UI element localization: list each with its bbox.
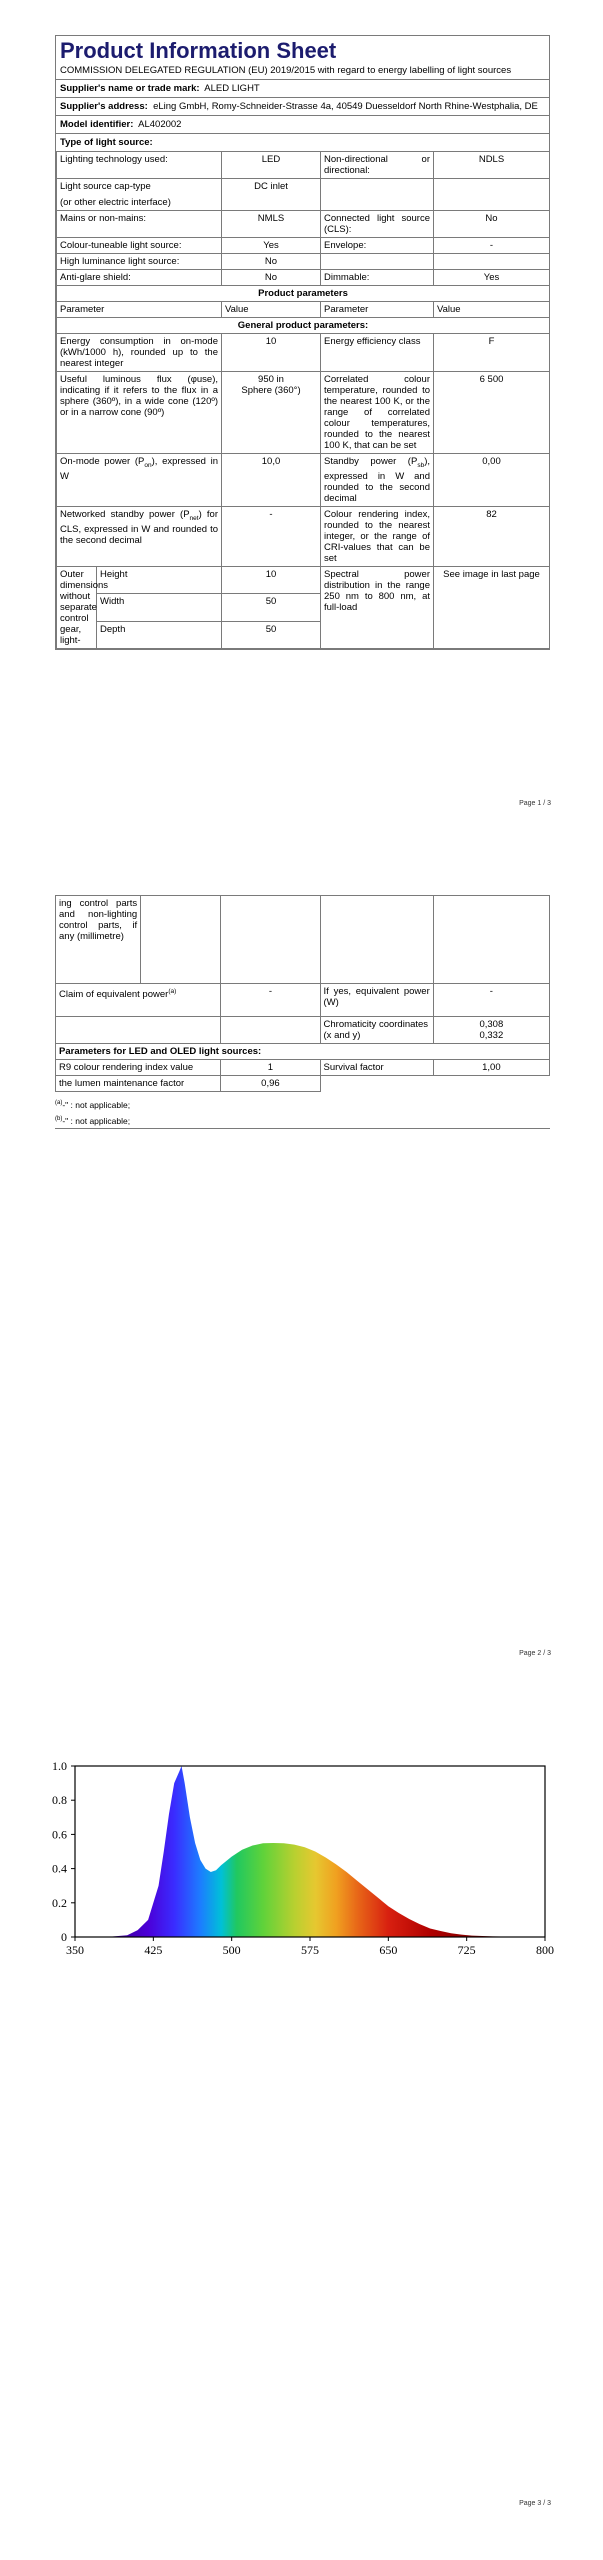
page-3 bbox=[0, 1700, 603, 2550]
anti-glare-label: Anti-glare shield: bbox=[57, 270, 222, 286]
model-identifier: AL402002 bbox=[138, 119, 182, 130]
regulation-text: COMMISSION DELEGATED REGULATION (EU) 2019/2015 with regard to energy labelling of light sources bbox=[60, 65, 512, 76]
depth-value: 50 bbox=[222, 621, 321, 648]
empty-cell bbox=[321, 254, 434, 270]
empty-cell bbox=[56, 1017, 221, 1044]
lighting-tech-value: LED bbox=[222, 152, 321, 179]
x-tick-label: 725 bbox=[457, 1943, 476, 1957]
energy-consumption-label: Energy consumption in on-mode (kWh/1000 h), rounded up to the nearest integer bbox=[57, 334, 222, 372]
survival-label: Survival factor bbox=[320, 1060, 433, 1076]
energy-consumption-value: 10 bbox=[222, 334, 321, 372]
continued-table-frame bbox=[55, 895, 550, 1129]
type-header bbox=[56, 133, 549, 151]
page-number: Page 3 / 3 bbox=[519, 2500, 551, 2507]
width-label: Width bbox=[97, 594, 222, 621]
x-tick-label: 575 bbox=[301, 1943, 319, 1957]
luminous-flux-label: Useful luminous flux (φuse), indicating if it refers to the flux in a sphere (360º), in a wide cone (120º) or in a narrow cone (90º) bbox=[57, 372, 222, 454]
empty-cell bbox=[434, 179, 550, 211]
on-mode-power-value: 10,0 bbox=[222, 454, 321, 507]
table-row bbox=[56, 984, 550, 1017]
cap-type-value: DC inlet bbox=[222, 179, 321, 211]
table-row bbox=[57, 270, 550, 286]
col-parameter-2: Parameter bbox=[321, 302, 434, 318]
table-row bbox=[57, 506, 550, 566]
footnote-b: $^{(b)}$-" : not applicable; bbox=[55, 1115, 131, 1126]
footnotes bbox=[55, 1096, 550, 1128]
mains-value: NMLS bbox=[222, 211, 321, 238]
table-row bbox=[57, 302, 550, 318]
colour-tuneable-value: Yes bbox=[222, 238, 321, 254]
model-row bbox=[56, 115, 549, 133]
cct-value: 6 500 bbox=[434, 372, 550, 454]
non-directional-label: Non-directional or directional: bbox=[321, 152, 434, 179]
cls-value: No bbox=[434, 211, 550, 238]
y-tick-label: 1.0 bbox=[52, 1759, 67, 1773]
page-2 bbox=[0, 850, 603, 1700]
model-label: Model identifier: bbox=[60, 119, 134, 130]
lighting-tech-label: Lighting technology used: bbox=[57, 152, 222, 179]
table-row bbox=[56, 1076, 550, 1092]
page-1 bbox=[0, 0, 603, 850]
non-directional-value: NDLS bbox=[434, 152, 550, 179]
empty-cell bbox=[221, 1017, 320, 1044]
col-parameter-1: Parameter bbox=[57, 302, 222, 318]
colour-tuneable-label: Colour-tuneable light source: bbox=[57, 238, 222, 254]
page-title: Product Information Sheet bbox=[60, 38, 337, 63]
supplier-address-row bbox=[56, 97, 549, 115]
empty-cell bbox=[434, 254, 550, 270]
lumen-maintenance-value: 0,96 bbox=[221, 1076, 320, 1092]
supplier-name-row bbox=[56, 79, 549, 97]
depth-label: Depth bbox=[97, 621, 222, 648]
dimmable-label: Dimmable: bbox=[321, 270, 434, 286]
outer-dimensions-label: Outer dimensions without separate control gear, light- bbox=[57, 566, 97, 648]
y-tick-label: 0 bbox=[61, 1930, 67, 1944]
table-row bbox=[57, 566, 550, 593]
height-value: 10 bbox=[222, 566, 321, 593]
product-table-p1 bbox=[56, 151, 550, 649]
table-row bbox=[56, 1060, 550, 1076]
claim-equivalent-label: Claim of equivalent power$^{(a)}$ bbox=[56, 984, 221, 1017]
height-label: Height bbox=[97, 566, 222, 593]
table-row bbox=[57, 179, 550, 211]
table-row bbox=[57, 334, 550, 372]
width-value: 50 bbox=[222, 594, 321, 621]
x-tick-label: 650 bbox=[379, 1943, 398, 1957]
high-luminance-label: High luminance light source: bbox=[57, 254, 222, 270]
type-label: Type of light source: bbox=[60, 137, 153, 148]
cri-value: 82 bbox=[434, 506, 550, 566]
col-value-2: Value bbox=[434, 302, 550, 318]
x-tick-label: 800 bbox=[536, 1943, 554, 1957]
table-row bbox=[57, 254, 550, 270]
table-row bbox=[57, 318, 550, 334]
cap-type-label: Light source cap-type (or other electric interface) bbox=[57, 179, 222, 211]
claim-equivalent-value: - bbox=[221, 984, 320, 1017]
if-yes-value: - bbox=[433, 984, 549, 1017]
spectrum-area bbox=[106, 1766, 545, 1937]
table-row bbox=[56, 1044, 550, 1060]
networked-standby-value: - bbox=[222, 506, 321, 566]
info-sheet-frame bbox=[55, 35, 550, 650]
mains-label: Mains or non-mains: bbox=[57, 211, 222, 238]
networked-standby-label: Networked standby power $(P_{net})$ for CLS, expressed in W and rounded to the second decimal bbox=[57, 506, 222, 566]
x-tick-label: 500 bbox=[222, 1943, 241, 1957]
table-row bbox=[56, 896, 550, 984]
product-table-p2 bbox=[55, 895, 550, 1092]
y-tick-label: 0.4 bbox=[52, 1861, 67, 1876]
spd-value: See image in last page bbox=[434, 566, 550, 648]
supplier-name: ALED LIGHT bbox=[204, 83, 260, 94]
spd-label: Spectral power distribution in the range 250 nm to 800 nm, at full-load bbox=[321, 566, 434, 648]
standby-power-value: 0,00 bbox=[434, 454, 550, 507]
x-tick-label: 350 bbox=[66, 1943, 84, 1957]
r9-value: 1 bbox=[221, 1060, 320, 1076]
spectral-power-chart bbox=[45, 1759, 554, 1960]
cri-label: Colour rendering index, rounded to the nearest integer, or the range of CRI-values that can be set bbox=[321, 506, 434, 566]
envelope-value: - bbox=[434, 238, 550, 254]
standby-power-label: Standby power $(P_{sb})$, expressed in W and rounded to the second decimal bbox=[321, 454, 434, 507]
dimmable-value: Yes bbox=[434, 270, 550, 286]
cls-label: Connected light source (CLS): bbox=[321, 211, 434, 238]
empty-cell bbox=[433, 896, 549, 984]
table-row bbox=[57, 211, 550, 238]
supplier-name-label: Supplier's name or trade mark: bbox=[60, 83, 200, 94]
survival-value: 1,00 bbox=[433, 1060, 549, 1076]
empty-cell bbox=[320, 1076, 433, 1092]
empty-cell bbox=[320, 896, 433, 984]
luminous-flux-value: 950 in Sphere (360°) bbox=[222, 372, 321, 454]
chromaticity-value: 0,308 0,332 bbox=[433, 1017, 549, 1044]
y-tick-label: 0.6 bbox=[52, 1827, 67, 1842]
energy-class-value: F bbox=[434, 334, 550, 372]
y-tick-label: 0.8 bbox=[52, 1793, 67, 1808]
footnote-a: $^{(a)}$-" : not applicable; bbox=[55, 1099, 131, 1110]
if-yes-label: If yes, equivalent power (W) bbox=[320, 984, 433, 1017]
page-number: Page 1 / 3 bbox=[519, 800, 551, 807]
outer-dimensions-label-cont: ing control parts and non-lighting control parts, if any (millimetre) bbox=[56, 896, 141, 984]
supplier-address-label: Supplier's address: bbox=[60, 101, 148, 112]
supplier-address: eLing GmbH, Romy-Schneider-Strasse 4a, 40549 Duesseldorf North Rhine-Westphalia, DE bbox=[153, 101, 538, 112]
chromaticity-label: Chromaticity coordinates (x and y) bbox=[320, 1017, 433, 1044]
table-row bbox=[57, 454, 550, 507]
x-tick-label: 425 bbox=[144, 1943, 163, 1957]
lumen-maintenance-label: the lumen maintenance factor bbox=[56, 1076, 221, 1092]
table-row bbox=[56, 1017, 550, 1044]
product-parameters-header: Product parameters bbox=[57, 286, 550, 302]
table-row bbox=[57, 238, 550, 254]
col-value-1: Value bbox=[222, 302, 321, 318]
energy-class-label: Energy efficiency class bbox=[321, 334, 434, 372]
r9-label: R9 colour rendering index value bbox=[56, 1060, 221, 1076]
envelope-label: Envelope: bbox=[321, 238, 434, 254]
on-mode-power-label: On-mode power $(P_{on})$, expressed in W bbox=[57, 454, 222, 507]
empty-cell bbox=[141, 896, 221, 984]
table-row bbox=[57, 152, 550, 179]
general-parameters-header: General product parameters: bbox=[57, 318, 550, 334]
table-row bbox=[57, 372, 550, 454]
table-row bbox=[57, 286, 550, 302]
page-number: Page 2 / 3 bbox=[519, 1650, 551, 1657]
empty-cell bbox=[221, 896, 320, 984]
high-luminance-value: No bbox=[222, 254, 321, 270]
led-parameters-header: Parameters for LED and OLED light sources: bbox=[56, 1044, 550, 1060]
empty-cell bbox=[433, 1076, 549, 1092]
cct-label: Correlated colour temperature, rounded to the nearest 100 K, or the range of correlated colour temperatures, rounded to the nearest 100 K, that can be set bbox=[321, 372, 434, 454]
empty-cell bbox=[321, 179, 434, 211]
y-tick-label: 0.2 bbox=[52, 1895, 67, 1910]
anti-glare-value: No bbox=[222, 270, 321, 286]
